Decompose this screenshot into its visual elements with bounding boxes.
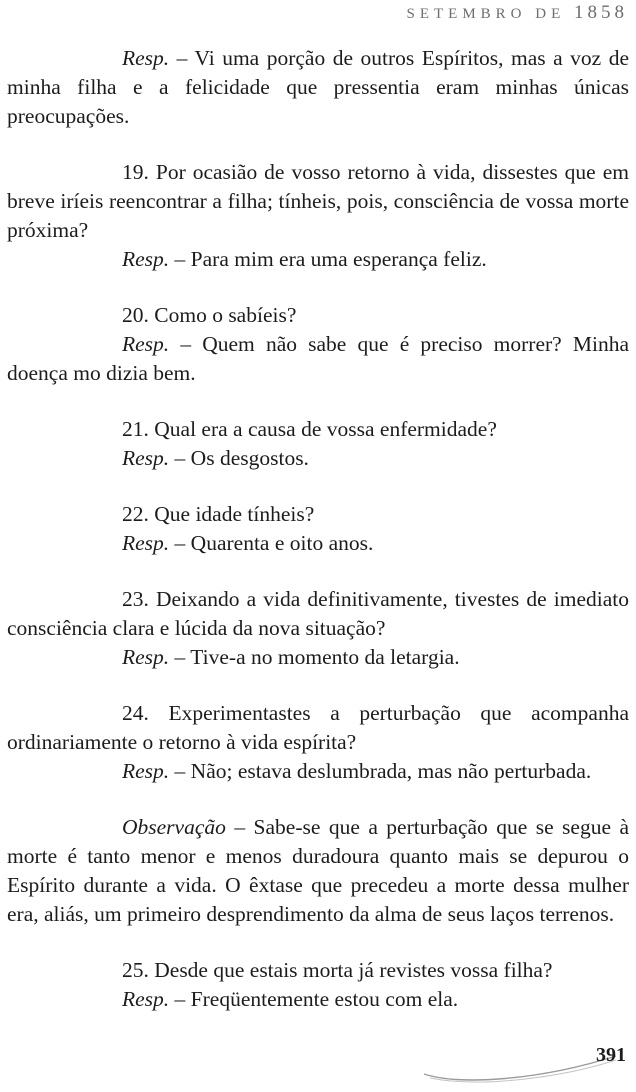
answer-label: Resp. (122, 759, 170, 783)
question (7, 585, 629, 643)
answer (7, 985, 629, 1014)
answer-label: Resp. (122, 332, 170, 356)
answer (7, 643, 629, 672)
observation-text: – Sabe-se que a perturbação que se segue à morte é tanto menor e menos duradoura quanto mais se depurou o Espírito durante a vida. O êxtase que precedeu a morte dessa mulher era, aliás, um primeiro desprendimento da alma de seus laços terrenos. (7, 815, 629, 926)
answer (7, 529, 629, 558)
answer-text: – Quem não sabe que é preciso morrer? Minha doença mo dizia bem. (7, 332, 629, 385)
question-text: 24. Experimentastes a perturbação que acompanha ordinariamente o retorno à vida espírita? (7, 701, 629, 754)
question (7, 699, 629, 757)
page-body (7, 44, 629, 1014)
answer-text: – Freqüentemente estou com ela. (169, 987, 459, 1011)
question-text: 19. Por ocasião de vosso retorno à vida, dissestes que em breve iríeis reencontrar a filha; tínheis, pois, consciência de vossa morte próxima? (7, 160, 629, 242)
running-head-year: 1858 (574, 2, 628, 23)
paragraph (7, 44, 629, 131)
answer-text: – Tive-a no momento da letargia. (169, 645, 460, 669)
question-text: 25. Desde que estais morta já revistes vossa filha? (122, 958, 553, 982)
observation-label: Observação (122, 815, 226, 839)
running-head-title: SETEMBRO DE (406, 6, 566, 22)
page-footer (0, 1042, 636, 1092)
paragraph-label: Resp. (122, 46, 170, 70)
answer-text: – Quarenta e oito anos. (169, 531, 374, 555)
question-text: 23. Deixando a vida definitivamente, tivestes de imediato consciência clara e lúcida da nova situação? (7, 587, 629, 640)
answer-label: Resp. (122, 645, 170, 669)
answer-label: Resp. (122, 446, 170, 470)
running-head (406, 2, 628, 24)
answer (7, 330, 629, 388)
answer-label: Resp. (122, 987, 170, 1011)
question (7, 415, 629, 444)
question-text: 21. Qual era a causa de vossa enfermidade? (122, 417, 497, 441)
answer-text: – Não; estava deslumbrada, mas não perturbada. (169, 759, 592, 783)
question-text: 20. Como o sabíeis? (122, 303, 297, 327)
question (7, 956, 629, 985)
question (7, 158, 629, 245)
swoosh-ornament-icon (420, 1052, 620, 1086)
answer (7, 444, 629, 473)
answer-label: Resp. (122, 531, 170, 555)
answer-label: Resp. (122, 247, 170, 271)
question-text: 22. Que idade tínheis? (122, 502, 315, 526)
answer (7, 245, 629, 274)
paragraph-text: – Vi uma porção de outros Espíritos, mas a voz de minha filha e a felicidade que pressentia eram minhas únicas preocupações. (7, 46, 629, 128)
question (7, 301, 629, 330)
answer-text: – Os desgostos. (169, 446, 309, 470)
observation (7, 813, 629, 929)
page-number: 391 (596, 1044, 626, 1066)
answer (7, 757, 629, 786)
answer-text: – Para mim era uma esperança feliz. (169, 247, 487, 271)
question (7, 500, 629, 529)
